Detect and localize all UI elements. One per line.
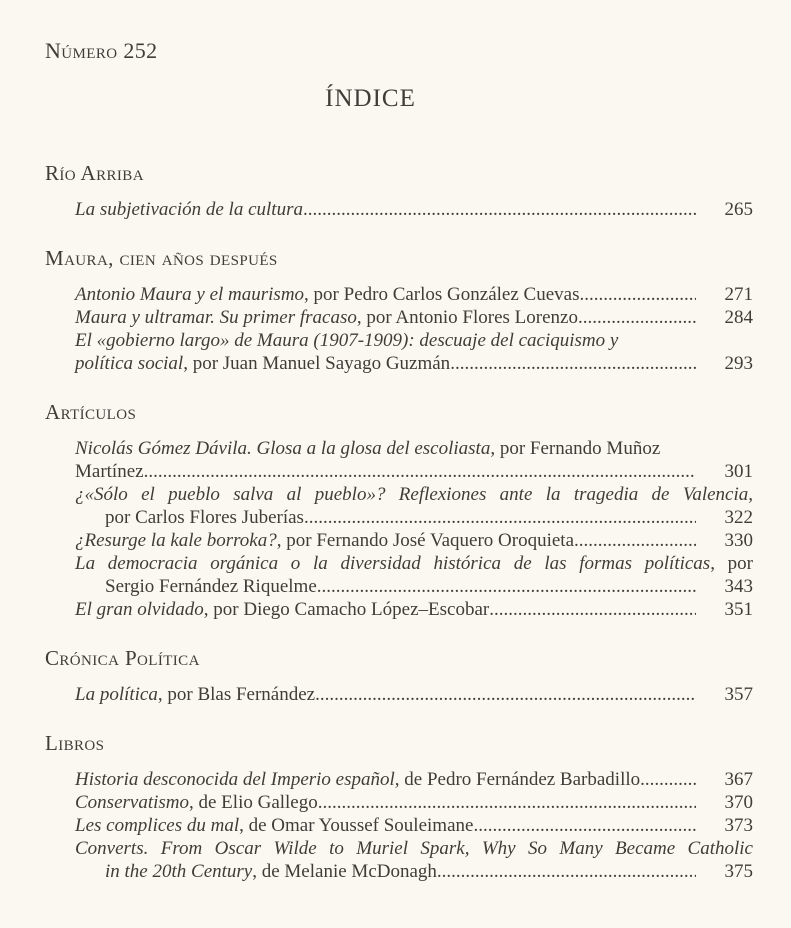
entry-text: [105, 506, 304, 529]
page-number: 271: [724, 284, 753, 305]
toc-line: [75, 814, 753, 837]
entry-text: [75, 529, 574, 552]
page-number: 301: [724, 461, 753, 482]
toc-section: [45, 399, 753, 621]
page-number: 284: [724, 307, 753, 328]
entry-segment: , de Melanie McDonagh: [252, 861, 437, 882]
entry-segment: ¿Resurge la kale borroka?: [75, 530, 277, 551]
toc-line: [75, 683, 753, 706]
toc-line: [75, 506, 753, 529]
entry-text: [75, 329, 618, 352]
dot-leader: [574, 529, 696, 552]
toc-line: [75, 791, 753, 814]
section-heading: Artículos: [45, 400, 137, 424]
entry-text: [75, 552, 753, 575]
entry-text: [105, 575, 317, 598]
toc-line: [75, 283, 753, 306]
entry-segment: , por Blas Fernández: [157, 684, 316, 705]
section-heading: Crónica Política: [45, 646, 200, 670]
entry-segment: por Carlos Flores Juberías: [105, 507, 304, 528]
toc-line: [75, 483, 753, 506]
entry-segment: , por Juan Manuel Sayago Guzmán: [183, 353, 451, 374]
page-number: 322: [724, 507, 753, 528]
page-number: 373: [724, 815, 753, 836]
dot-leader: [489, 598, 696, 621]
dot-leader: [303, 198, 696, 221]
section-entries: [75, 437, 753, 621]
section-heading: Libros: [45, 731, 105, 755]
toc-section: [45, 160, 753, 221]
entry-segment: ¿«Sólo el pueblo salva al pueblo»? Reflexiones ante la tragedia de Valencia,: [75, 484, 753, 505]
entry-segment: La subjetivación de la cultura: [75, 199, 303, 220]
page-number: 357: [724, 684, 753, 705]
entry-segment: El «gobierno largo» de Maura (1907-1909): descuaje del caciquismo y: [75, 330, 619, 351]
entry-segment: La política: [75, 684, 158, 705]
entry-segment: , de Pedro Fernández Barbadillo: [394, 769, 641, 790]
page-number: 293: [724, 353, 753, 374]
toc-section: [45, 730, 753, 883]
page-number: 375: [724, 861, 753, 882]
dot-leader: [317, 575, 696, 598]
dot-leader: [473, 814, 696, 837]
dot-leader: [579, 283, 696, 306]
entry-text: [75, 437, 660, 460]
entry-text: [75, 352, 450, 375]
entry-segment: El gran olvidado: [75, 599, 204, 620]
entry-text: [105, 860, 437, 883]
entry-text: [75, 814, 473, 837]
entry-text: [75, 791, 318, 814]
dot-leader: [318, 791, 696, 814]
toc-line: [75, 552, 753, 575]
entry-segment: política social: [75, 353, 184, 374]
toc-line: [75, 306, 753, 329]
page-number: 351: [724, 599, 753, 620]
dot-leader: [304, 506, 696, 529]
toc-line: [75, 437, 753, 460]
section-heading: Río Arriba: [45, 161, 144, 185]
dot-leader: [144, 460, 696, 483]
entry-text: [75, 483, 753, 506]
toc-line: [75, 460, 753, 483]
entry-segment: Antonio Maura y el maurismo: [75, 284, 305, 305]
section-entries: [75, 283, 753, 375]
dot-leader: [450, 352, 696, 375]
dot-leader: [578, 306, 696, 329]
entry-segment: , por Fernando José Vaquero Oroquieta: [276, 530, 574, 551]
toc-line: [75, 198, 753, 221]
page-number: 265: [724, 199, 753, 220]
page-number: 370: [724, 792, 753, 813]
entry-text: [75, 283, 579, 306]
entry-segment: , de Omar Youssef Souleimane: [239, 815, 474, 836]
entry-segment: Historia desconocida del Imperio español: [75, 769, 395, 790]
entry-segment: La democracia orgánica o la diversidad histórica de las formas políticas: [75, 553, 711, 574]
index-title: ÍNDICE: [325, 85, 416, 112]
entry-segment: Nicolás Gómez Dávila. Glosa a la glosa del escoliasta: [75, 438, 491, 459]
entry-segment: in the 20th Century: [105, 861, 253, 882]
entry-text: [75, 198, 303, 221]
section-entries: [75, 768, 753, 883]
entry-segment: , por: [710, 553, 754, 574]
entry-segment: Conservatismo: [75, 792, 189, 813]
entry-segment: Converts. From Oscar Wilde to Muriel Spark, Why So Many Became Catholic: [75, 838, 753, 859]
toc-section: [45, 245, 753, 375]
entry-text: [75, 460, 144, 483]
toc-line: [75, 352, 753, 375]
toc-line: [75, 575, 753, 598]
toc-line: [75, 529, 753, 552]
entry-segment: , por Antonio Flores Lorenzo: [356, 307, 578, 328]
dot-leader: [640, 768, 696, 791]
toc-line: [75, 768, 753, 791]
dot-leader: [437, 860, 696, 883]
entry-segment: Martínez: [75, 461, 144, 482]
section-entries: [75, 683, 753, 706]
entry-segment: Maura y ultramar. Su primer fracaso: [75, 307, 357, 328]
entry-segment: , por Diego Camacho López–Escobar: [203, 599, 490, 620]
entry-segment: Les complices du mal: [75, 815, 240, 836]
toc-line: [75, 837, 753, 860]
entry-text: [75, 837, 753, 860]
dot-leader: [315, 683, 696, 706]
page-number: 343: [724, 576, 753, 597]
toc-line: [75, 860, 753, 883]
entry-text: [75, 768, 640, 791]
page-number: 330: [724, 530, 753, 551]
toc-line: [75, 329, 753, 352]
toc-line: [75, 598, 753, 621]
entry-segment: , de Elio Gallego: [189, 792, 318, 813]
entry-text: [75, 683, 315, 706]
issue-number: Número 252: [45, 38, 158, 63]
entry-segment: , por Fernando Muñoz: [490, 438, 661, 459]
section-heading: Maura, cien años después: [45, 246, 278, 270]
toc-sections: [45, 160, 753, 883]
entry-segment: , por Pedro Carlos González Cuevas: [304, 284, 580, 305]
toc-section: [45, 645, 753, 706]
section-entries: [75, 198, 753, 221]
entry-text: [75, 598, 489, 621]
entry-text: [75, 306, 578, 329]
entry-segment: Sergio Fernández Riquelme: [105, 576, 317, 597]
page-number: 367: [724, 769, 753, 790]
